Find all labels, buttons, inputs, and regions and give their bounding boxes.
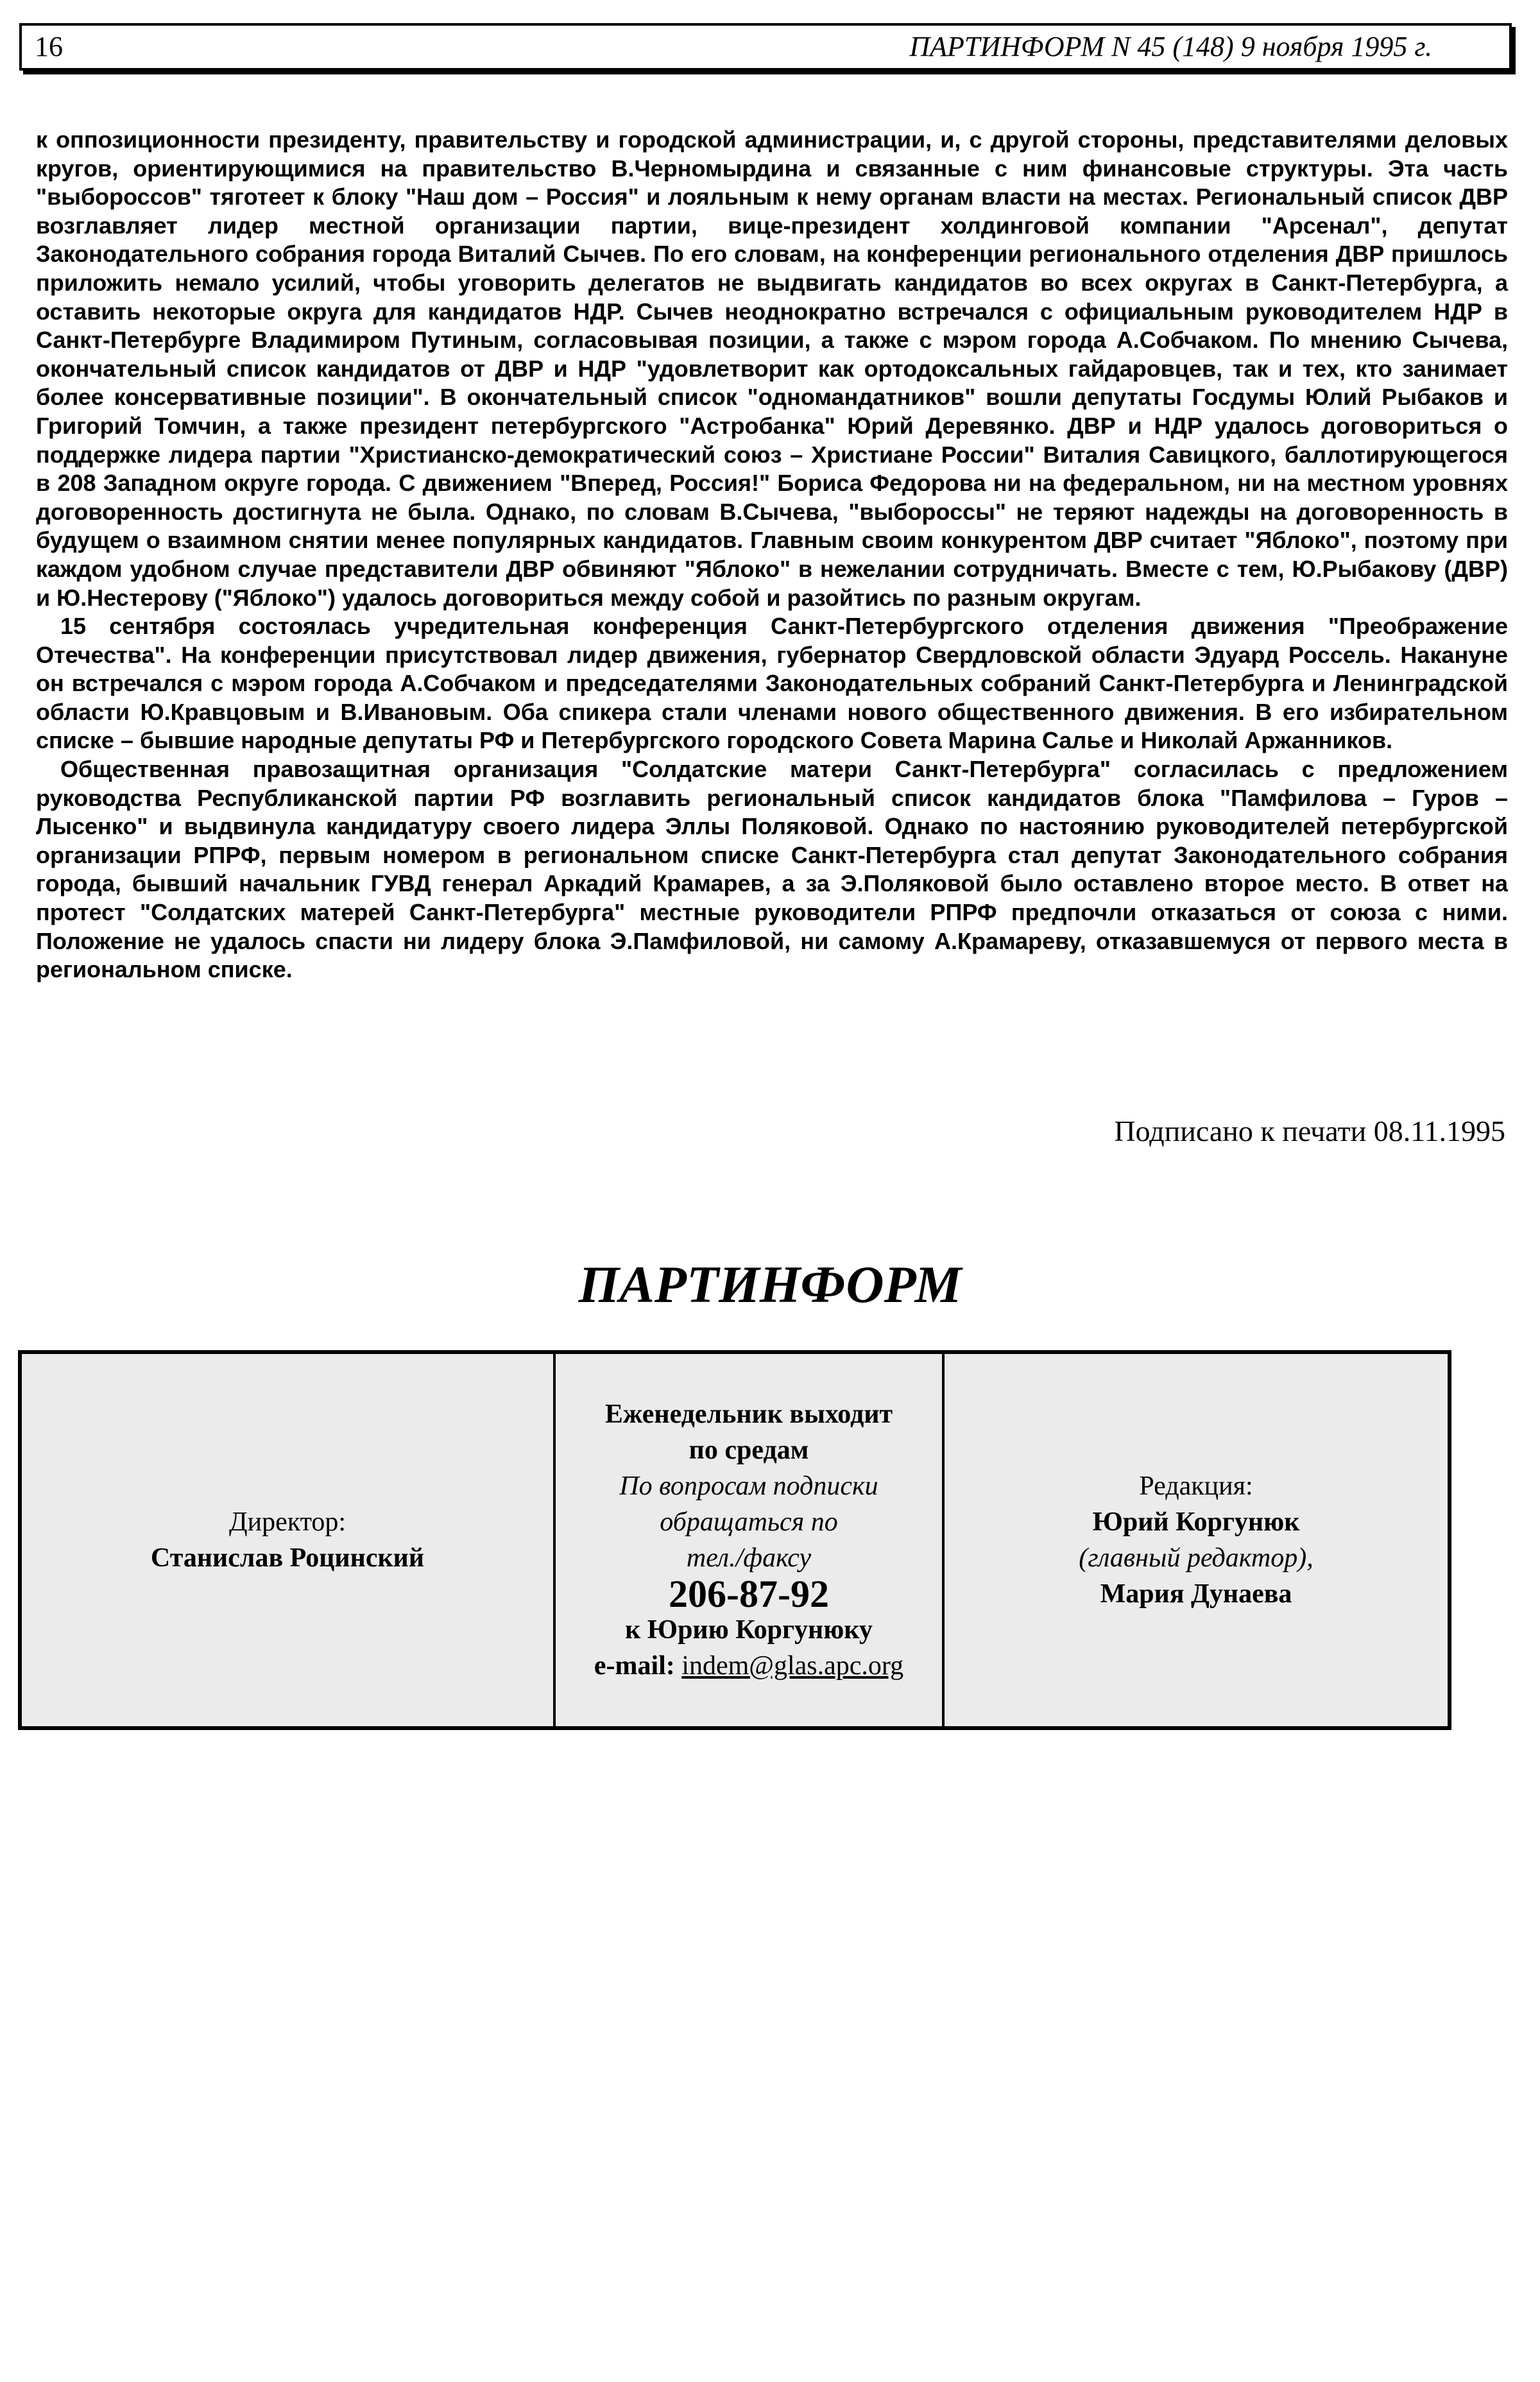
- editorial-column: [945, 1354, 1448, 1726]
- subscription-line: обращаться по: [660, 1507, 838, 1537]
- imprint-box: [18, 1350, 1451, 1730]
- editor2-name: Мария Дунаева: [1100, 1579, 1292, 1609]
- masthead-title: ПАРТИНФОРМ: [578, 1255, 962, 1314]
- article-body: [36, 126, 1508, 984]
- article-paragraph: 15 сентября состоялась учредительная конференция Санкт-Петербургского отделения движения "Преображение Отечества". На конференции присутствовал лидер движения, губернатор Свердловской области Эдуард Россель. Накануне он встречался с мэром города А.Собчаком и председателями Законодательных собраний Санкт-Петербурга и Ленинградской области Ю.Кравцовым и В.Ивановым. Оба спикера стали членами нового общественного движения. В его избирательном списке – бывшие народные депутаты РФ и Петербургского городского Совета Марина Салье и Николай Аржанников.: [36, 613, 1508, 754]
- contact-column: [556, 1354, 945, 1726]
- email-line: [594, 1648, 903, 1684]
- article-paragraph: Общественная правозащитная организация "Солдатские матери Санкт-Петербурга" согласилась с предложением руководства Республиканской партии РФ возглавить региональный список кандидатов блока "Памфилова – Гуров – Лысенко" и выдвинула кандидатуру своего лидера Эллы Поляковой. Однако по настоянию руководителей петербургской организации РПРФ, первым номером в региональном списке Санкт-Петербурга стал депутат Законодательного собрания города, бывший начальник ГУВД генерал Аркадий Крамарев, а за Э.Поляковой было оставлено второе место. В ответ на протест "Солдатских матерей Санкт-Петербурга" местные руководители РПРФ предпочли отказаться от союза с ними. Положение не удалось спасти ни лидеру блока Э.Памфиловой, ни самому А.Крамареву, отказавшемуся от первого места в региональном списке.: [36, 756, 1508, 983]
- contact-person: к Юрию Коргунюку: [625, 1615, 873, 1645]
- page-number: 16: [35, 31, 63, 62]
- email-label: e-mail:: [594, 1651, 675, 1681]
- phone-number: 206-87-92: [669, 1573, 829, 1615]
- article-paragraph: к оппозиционности президенту, правительству и городской администрации, и, с другой стороны, представителями деловых кругов, ориентирующимися на правительство В.Черномырдина и связанные с ним финансовые структуры. Эта часть "выбороссов" тяготеет к блоку "Наш дом – Россия" и лояльным к нему органам власти на местах. Региональный список ДВР возглавляет лидер местной организации партии, вице-президент холдинговой компании "Арсенал", депутат Законодательного собрания города Виталий Сычев. По его словам, на конференции регионального отделения ДВР пришлось приложить немало усилий, чтобы уговорить делегатов не выдвигать кандидатов во всех округах в Санкт-Петербурга, а оставить некоторые округа для кандидатов НДР. Сычев неоднократно встречался с официальным руководителем НДР в Санкт-Петербурге Владимиром Путиным, согласовывая позиции, а также с мэром города А.Собчаком. По мнению Сычева, окончательный список кандидатов от ДВР и НДР "удовлетворит как ортодоксальных гайдаровцев, так и тех, кто занимает более консервативные позиции". В окончательный список "одномандатников" вошли депутаты Госдумы Юлий Рыбаков и Григорий Томчин, а также президент петербургского "Астробанка" Юрий Деревянко. ДВР и НДР удалось договориться о поддержке лидера партии "Христианско-демократический союз – Христиане России" Виталия Савицкого, баллотирующегося в 208 Западном округе города. С движением "Вперед, Россия!" Бориса Федорова ни на федеральном, ни на местном уровнях договоренность достигнута не была. Однако, по словам В.Сычева, "выбороссы" не теряют надежды на договоренность в будущем о взаимном снятии менее популярных кандидатов. Главным своим конкурентом ДВР считает "Яблоко", поэтому при каждом удобном случае представители ДВР обвиняют "Яблоко" в нежелании сотрудничать. Вместе с тем, Ю.Рыбакову (ДВР) и Ю.Нестерову ("Яблоко") удалось договориться между собой и разойтись по разным округам.: [36, 126, 1508, 611]
- director-column: [22, 1354, 556, 1726]
- editor-role: (главный редактор),: [1079, 1543, 1313, 1573]
- subscription-line: По вопросам подписки: [619, 1471, 878, 1501]
- page-header: [19, 23, 1512, 71]
- director-label: Директор:: [228, 1507, 346, 1537]
- director-name: Станислав Роцинский: [150, 1543, 425, 1573]
- editorial-label: Редакция:: [1139, 1471, 1253, 1501]
- editor-name: Юрий Коргунюк: [1092, 1507, 1300, 1537]
- issue-info: ПАРТИНФОРМ N 45 (148) 9 ноября 1995 г.: [909, 31, 1432, 62]
- signed-to-print: Подписано к печати 08.11.1995: [1114, 1115, 1505, 1147]
- weekly-line: Еженедельник выходит: [604, 1400, 893, 1429]
- weekly-line: по средам: [689, 1435, 809, 1465]
- email-link[interactable]: indem@glas.apc.org: [681, 1651, 904, 1681]
- subscription-line: тел./факсу: [686, 1543, 812, 1573]
